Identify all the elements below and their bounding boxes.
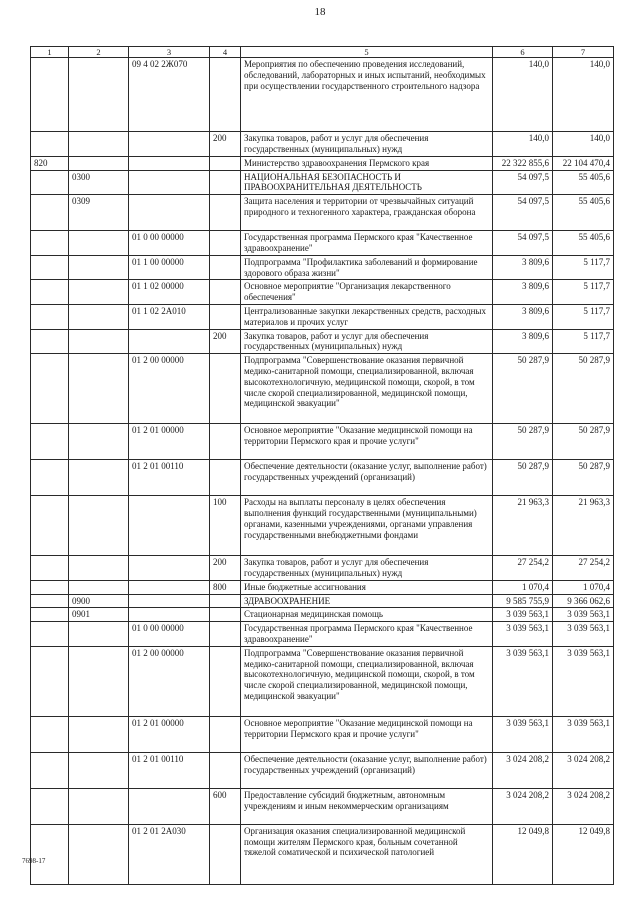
table-row xyxy=(31,304,614,329)
col-expense-type xyxy=(210,304,241,329)
col-amount-year1: 3 039 563,1 xyxy=(493,608,553,622)
budget-table xyxy=(30,46,614,885)
col-expense-type xyxy=(210,460,241,496)
col-amount-year1: 54 097,5 xyxy=(493,195,553,231)
col-amount-year2: 1 070,4 xyxy=(553,580,614,594)
col-expense-type: 200 xyxy=(210,132,241,157)
col-target-article: 01 1 00 00000 xyxy=(129,255,210,280)
header-col-6: 6 xyxy=(493,47,553,58)
col-target-article: 01 0 00 00000 xyxy=(129,622,210,647)
col-target-article: 01 2 01 00000 xyxy=(129,424,210,460)
col-description: Основное мероприятие "Организация лекарственного обеспечения" xyxy=(241,280,493,305)
col-amount-year1: 3 039 563,1 xyxy=(493,646,553,716)
header-col-5: 5 xyxy=(241,47,493,58)
col-razdel-grbs xyxy=(31,329,69,354)
col-description: ЗДРАВООХРАНЕНИЕ xyxy=(241,594,493,608)
col-expense-type xyxy=(210,622,241,647)
table-row xyxy=(31,788,614,824)
col-description: Государственная программа Пермского края "Качественное здравоохранение" xyxy=(241,622,493,647)
col-target-article xyxy=(129,496,210,556)
col-amount-year1: 3 024 208,2 xyxy=(493,752,553,788)
col-target-article xyxy=(129,329,210,354)
col-amount-year2: 12 049,8 xyxy=(553,824,614,884)
col-razdel-grbs xyxy=(31,594,69,608)
footer-code: 7698-17 xyxy=(22,857,46,865)
table-row xyxy=(31,716,614,752)
col-amount-year1: 21 963,3 xyxy=(493,496,553,556)
col-razdel-grbs xyxy=(31,788,69,824)
col-amount-year1: 50 287,9 xyxy=(493,460,553,496)
col-expense-type xyxy=(210,280,241,305)
table-row xyxy=(31,424,614,460)
col-description: Государственная программа Пермского края "Качественное здравоохранение" xyxy=(241,231,493,256)
col-amount-year2: 9 366 062,6 xyxy=(553,594,614,608)
col-razdel-grbs xyxy=(31,170,69,195)
table-row xyxy=(31,58,614,132)
col-amount-year1: 3 024 208,2 xyxy=(493,788,553,824)
col-section xyxy=(69,58,129,132)
col-amount-year1: 50 287,9 xyxy=(493,354,553,424)
col-description: Организация оказания специализированной медицинской помощи жителям Пермского края, больным сочетанной тяжелой соматической и психической патологией xyxy=(241,824,493,884)
col-expense-type xyxy=(210,195,241,231)
col-amount-year2: 3 024 208,2 xyxy=(553,788,614,824)
table-row xyxy=(31,195,614,231)
col-description: Основное мероприятие "Оказание медицинской помощи на территории Пермского края и прочие услуги" xyxy=(241,716,493,752)
col-razdel-grbs xyxy=(31,231,69,256)
col-description: Закупка товаров, работ и услуг для обеспечения государственных (муниципальных) нужд xyxy=(241,329,493,354)
col-section xyxy=(69,716,129,752)
col-section xyxy=(69,824,129,884)
col-section xyxy=(69,556,129,581)
col-amount-year1: 54 097,5 xyxy=(493,231,553,256)
col-description: Закупка товаров, работ и услуг для обеспечения государственных (муниципальных) нужд xyxy=(241,556,493,581)
col-amount-year2: 55 405,6 xyxy=(553,231,614,256)
col-amount-year2: 140,0 xyxy=(553,132,614,157)
col-amount-year1: 9 585 755,9 xyxy=(493,594,553,608)
col-section: 0300 xyxy=(69,170,129,195)
col-target-article xyxy=(129,556,210,581)
col-amount-year2: 50 287,9 xyxy=(553,460,614,496)
col-description: Подпрограмма "Совершенствование оказания первичной медико-санитарной помощи, специализированной, включая высокотехнологичную, медицинской помощи, скорой, в том числе скорой специализированной, медицинской помощи, медицинской эвакуации" xyxy=(241,646,493,716)
col-amount-year1: 140,0 xyxy=(493,58,553,132)
header-col-3: 3 xyxy=(129,47,210,58)
col-expense-type xyxy=(210,424,241,460)
col-amount-year1: 3 809,6 xyxy=(493,280,553,305)
col-section xyxy=(69,788,129,824)
col-expense-type: 100 xyxy=(210,496,241,556)
col-section xyxy=(69,752,129,788)
col-amount-year2: 22 104 470,4 xyxy=(553,156,614,170)
col-expense-type xyxy=(210,170,241,195)
col-razdel-grbs xyxy=(31,556,69,581)
col-amount-year1: 1 070,4 xyxy=(493,580,553,594)
col-target-article: 01 1 02 2А010 xyxy=(129,304,210,329)
table-row xyxy=(31,580,614,594)
col-section xyxy=(69,354,129,424)
table-row xyxy=(31,556,614,581)
col-amount-year2: 3 024 208,2 xyxy=(553,752,614,788)
table-row xyxy=(31,752,614,788)
table-body xyxy=(31,58,614,885)
col-expense-type xyxy=(210,824,241,884)
col-target-article: 01 1 02 00000 xyxy=(129,280,210,305)
col-section: 0900 xyxy=(69,594,129,608)
col-razdel-grbs xyxy=(31,752,69,788)
col-razdel-grbs: 820 xyxy=(31,156,69,170)
col-expense-type xyxy=(210,58,241,132)
col-amount-year2: 50 287,9 xyxy=(553,354,614,424)
col-amount-year2: 140,0 xyxy=(553,58,614,132)
table-row xyxy=(31,255,614,280)
col-amount-year1: 54 097,5 xyxy=(493,170,553,195)
col-target-article: 01 2 00 00000 xyxy=(129,354,210,424)
col-amount-year2: 3 039 563,1 xyxy=(553,622,614,647)
table-row xyxy=(31,622,614,647)
col-description: Подпрограмма "Профилактика заболеваний и формирование здорового образа жизни" xyxy=(241,255,493,280)
col-target-article xyxy=(129,788,210,824)
col-section xyxy=(69,580,129,594)
col-amount-year1: 3 039 563,1 xyxy=(493,716,553,752)
col-target-article xyxy=(129,580,210,594)
header-col-4: 4 xyxy=(210,47,241,58)
col-amount-year2: 21 963,3 xyxy=(553,496,614,556)
col-target-article: 01 2 01 00110 xyxy=(129,460,210,496)
col-amount-year2: 3 039 563,1 xyxy=(553,608,614,622)
col-description: Централизованные закупки лекарственных средств, расходных материалов и прочих услуг xyxy=(241,304,493,329)
header-col-2: 2 xyxy=(69,47,129,58)
col-description: НАЦИОНАЛЬНАЯ БЕЗОПАСНОСТЬ И ПРАВООХРАНИТЕЛЬНАЯ ДЕЯТЕЛЬНОСТЬ xyxy=(241,170,493,195)
col-amount-year2: 3 039 563,1 xyxy=(553,646,614,716)
col-description: Подпрограмма "Совершенствование оказания первичной медико-санитарной помощи, специализированной, включая высокотехнологичную, медицинской помощи, скорой, в том числе скорой специализированной, медицинской помощи, медицинской эвакуации" xyxy=(241,354,493,424)
col-description: Стационарная медицинская помощь xyxy=(241,608,493,622)
col-razdel-grbs xyxy=(31,622,69,647)
page-number: 18 xyxy=(314,6,326,18)
col-razdel-grbs xyxy=(31,132,69,157)
col-expense-type: 200 xyxy=(210,556,241,581)
col-expense-type xyxy=(210,255,241,280)
col-target-article xyxy=(129,594,210,608)
col-amount-year1: 3 809,6 xyxy=(493,255,553,280)
col-description: Министерство здравоохранения Пермского края xyxy=(241,156,493,170)
table-row xyxy=(31,231,614,256)
table-row xyxy=(31,156,614,170)
col-razdel-grbs xyxy=(31,58,69,132)
col-expense-type xyxy=(210,646,241,716)
col-section xyxy=(69,424,129,460)
col-target-article: 01 2 00 00000 xyxy=(129,646,210,716)
col-amount-year1: 12 049,8 xyxy=(493,824,553,884)
col-target-article xyxy=(129,132,210,157)
header-col-1: 1 xyxy=(31,47,69,58)
col-razdel-grbs xyxy=(31,824,69,884)
col-section: 0309 xyxy=(69,195,129,231)
col-target-article: 01 0 00 00000 xyxy=(129,231,210,256)
col-expense-type xyxy=(210,156,241,170)
col-description: Основное мероприятие "Оказание медицинской помощи на территории Пермского края и прочие услуги" xyxy=(241,424,493,460)
col-expense-type xyxy=(210,354,241,424)
col-description: Защита населения и территории от чрезвычайных ситуаций природного и техногенного характера, гражданская оборона xyxy=(241,195,493,231)
col-amount-year1: 50 287,9 xyxy=(493,424,553,460)
table-row xyxy=(31,354,614,424)
col-razdel-grbs xyxy=(31,496,69,556)
col-description: Обеспечение деятельности (оказание услуг, выполнение работ) государственных учреждений (организаций) xyxy=(241,460,493,496)
table-row xyxy=(31,280,614,305)
table-row xyxy=(31,608,614,622)
col-expense-type xyxy=(210,716,241,752)
table-row xyxy=(31,170,614,195)
col-expense-type xyxy=(210,752,241,788)
col-section xyxy=(69,622,129,647)
col-section xyxy=(69,255,129,280)
col-target-article: 01 2 01 2А030 xyxy=(129,824,210,884)
col-section xyxy=(69,280,129,305)
col-section xyxy=(69,646,129,716)
col-target-article: 09 4 02 2Ж070 xyxy=(129,58,210,132)
col-target-article xyxy=(129,156,210,170)
col-razdel-grbs xyxy=(31,716,69,752)
col-razdel-grbs xyxy=(31,195,69,231)
col-expense-type: 600 xyxy=(210,788,241,824)
header-col-7: 7 xyxy=(553,47,614,58)
table-header-row xyxy=(31,47,614,58)
col-section xyxy=(69,132,129,157)
col-amount-year2: 5 117,7 xyxy=(553,280,614,305)
col-amount-year1: 27 254,2 xyxy=(493,556,553,581)
col-section xyxy=(69,496,129,556)
col-section xyxy=(69,460,129,496)
col-expense-type: 200 xyxy=(210,329,241,354)
col-target-article xyxy=(129,170,210,195)
col-amount-year1: 140,0 xyxy=(493,132,553,157)
col-amount-year2: 50 287,9 xyxy=(553,424,614,460)
col-target-article: 01 2 01 00110 xyxy=(129,752,210,788)
table-row xyxy=(31,132,614,157)
col-amount-year2: 55 405,6 xyxy=(553,170,614,195)
col-razdel-grbs xyxy=(31,354,69,424)
col-section: 0901 xyxy=(69,608,129,622)
col-target-article: 01 2 01 00000 xyxy=(129,716,210,752)
col-razdel-grbs xyxy=(31,608,69,622)
col-section xyxy=(69,329,129,354)
col-description: Расходы на выплаты персоналу в целях обеспечения выполнения функций государственными (муниципальными) органами, казенными учреждениями, органами управления государственными внебюджетными фондами xyxy=(241,496,493,556)
col-description: Закупка товаров, работ и услуг для обеспечения государственных (муниципальных) нужд xyxy=(241,132,493,157)
col-amount-year2: 5 117,7 xyxy=(553,304,614,329)
col-razdel-grbs xyxy=(31,280,69,305)
col-expense-type xyxy=(210,231,241,256)
col-expense-type: 800 xyxy=(210,580,241,594)
table-row xyxy=(31,646,614,716)
col-razdel-grbs xyxy=(31,304,69,329)
col-razdel-grbs xyxy=(31,580,69,594)
col-razdel-grbs xyxy=(31,255,69,280)
table-row xyxy=(31,824,614,884)
col-razdel-grbs xyxy=(31,460,69,496)
col-description: Иные бюджетные ассигнования xyxy=(241,580,493,594)
col-razdel-grbs xyxy=(31,424,69,460)
col-target-article xyxy=(129,608,210,622)
table-row xyxy=(31,594,614,608)
col-amount-year1: 3 809,6 xyxy=(493,329,553,354)
col-target-article xyxy=(129,195,210,231)
col-description: Обеспечение деятельности (оказание услуг, выполнение работ) государственных учреждений (организаций) xyxy=(241,752,493,788)
table-row xyxy=(31,496,614,556)
col-amount-year2: 5 117,7 xyxy=(553,255,614,280)
col-section xyxy=(69,156,129,170)
col-amount-year2: 27 254,2 xyxy=(553,556,614,581)
table-row xyxy=(31,329,614,354)
col-section xyxy=(69,304,129,329)
table-row xyxy=(31,460,614,496)
col-expense-type xyxy=(210,608,241,622)
col-amount-year1: 22 322 855,6 xyxy=(493,156,553,170)
col-amount-year2: 5 117,7 xyxy=(553,329,614,354)
col-amount-year2: 3 039 563,1 xyxy=(553,716,614,752)
col-description: Мероприятия по обеспечению проведения исследований, обследований, лабораторных и иных испытаний, необходимых при осуществлении государственного строительного надзора xyxy=(241,58,493,132)
col-section xyxy=(69,231,129,256)
col-amount-year2: 55 405,6 xyxy=(553,195,614,231)
col-description: Предоставление субсидий бюджетным, автономным учреждениям и иным некоммерческим организациям xyxy=(241,788,493,824)
col-amount-year1: 3 809,6 xyxy=(493,304,553,329)
col-amount-year1: 3 039 563,1 xyxy=(493,622,553,647)
col-expense-type xyxy=(210,594,241,608)
col-razdel-grbs xyxy=(31,646,69,716)
